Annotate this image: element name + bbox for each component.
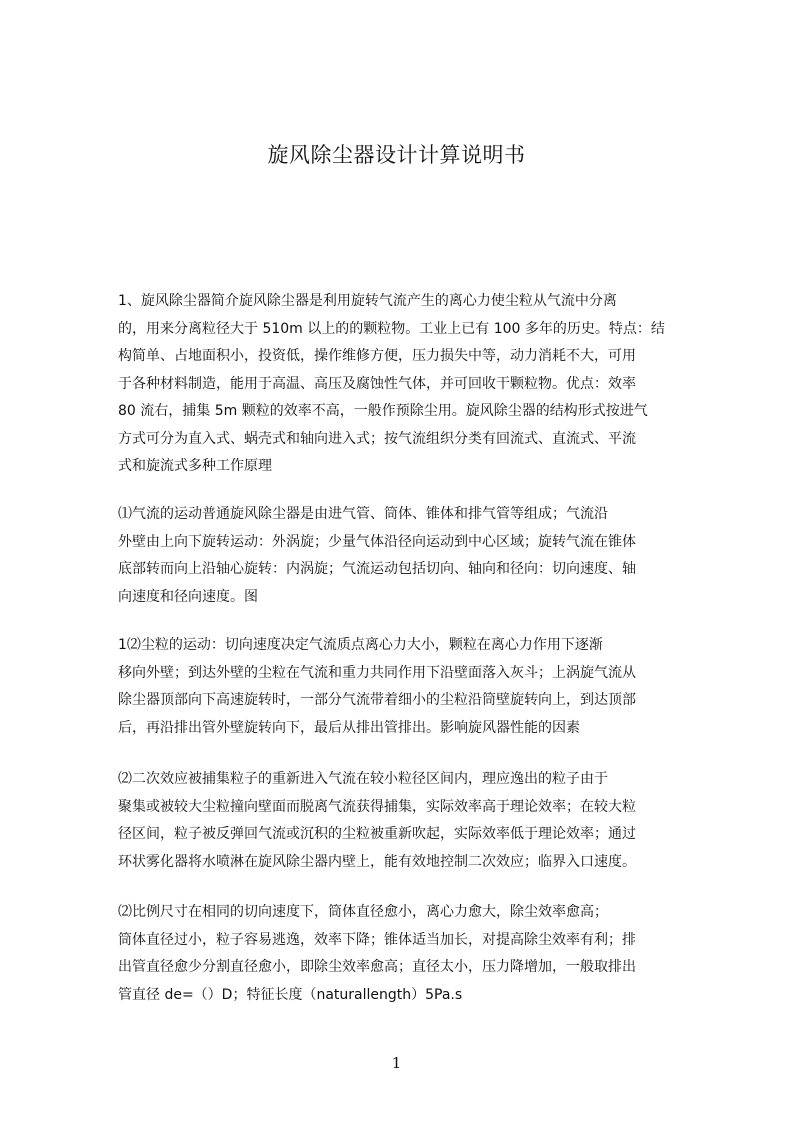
text-line: 外壁由上向下旋转运动：外涡旋；少量气体沿径向运动到中心区域；旋转气流在锥体 <box>118 533 636 550</box>
text-line: 底部转而向上沿轴心旋转：内涡旋；气流运动包括切向、轴向和径向：切向速度、轴 <box>118 561 636 577</box>
text-line: 1、旋风除尘器简介旋风除尘器是利用旋转气流产生的离心力使尘粒从气流中分离 <box>118 293 617 309</box>
text-line: 方式可分为直入式、蜗壳式和轴向进入式；按气流组织分类有回流式、直流式、平流 <box>118 430 636 447</box>
text-line: 1⑵尘粒的运动：切向速度决定气流质点离心力大小，颗粒在离心力作用下逐渐 <box>118 637 603 653</box>
text-line: 于各种材料制造，能用于高温、高压及腐蚀性气体，并可回收干颗粒物。优点：效率 <box>118 375 636 392</box>
text-line: 径区间，粒子被反弹回气流或沉积的尘粒被重新吹起，实际效率低于理论效率；通过 <box>118 826 636 842</box>
text-line: ⑵比例尺寸在相同的切向速度下，筒体直径愈小，离心力愈大，除尘效率愈高； <box>118 904 608 920</box>
text-line: ⑴气流的运动普通旋风除尘器是由进气管、筒体、锥体和排气管等组成；气流沿 <box>118 506 608 522</box>
text-line: 向速度和径向速度。图 <box>118 588 258 605</box>
text-line: 的，用来分离粒径大于 510m 以上的的颗粒物。工业上已有 100 多年的历史。特点：结 <box>118 320 665 337</box>
text-line: 80 流右，捕集 5m 颗粒的效率不高，一般作预除尘用。旋风除尘器的结构形式按进气 <box>118 403 648 419</box>
text-line: 环状雾化器将水喷淋在旋风除尘器内壁上，能有效地控制二次效应；临界入口速度。 <box>118 853 636 870</box>
text-line: 筒体直径过小，粒子容易逃逸，效率下降；锥体适当加长，对提高除尘效率有利；排 <box>118 931 636 948</box>
text-line: 后，再沿排出管外壁旋转向下，最后从排出管排出。影响旋风器性能的因素 <box>118 719 580 736</box>
page-number: 1 <box>391 1054 402 1072</box>
text-line: 构简单、占地面积小，投资低，操作维修方便，压力损失中等，动力消耗不大，可用 <box>118 348 636 364</box>
paragraph-secondary-effect <box>118 766 636 876</box>
text-line: 除尘器顶部向下高速旋转时，一部分气流带着细小的尘粒沿筒壁旋转向上，到达顶部 <box>118 692 636 708</box>
text-line: 管直径 de=（）D；特征长度（naturallength）5Pa.s <box>118 986 463 1003</box>
text-line: ⑵二次效应被捕集粒子的重新进入气流在较小粒径区间内，理应逸出的粒子由于 <box>118 771 608 787</box>
text-line: 出管直径愈少分割直径愈小，即除尘效率愈高；直径太小，压力降增加，一般取排出 <box>118 959 636 975</box>
text-line: 聚集或被较大尘粒撞向壁面而脱离气流获得捕集，实际效率高于理论效率；在较大粒 <box>118 798 636 815</box>
text-line: 式和旋流式多种工作原理 <box>118 458 272 474</box>
text-line: 移向外壁；到达外壁的尘粒在气流和重力共同作用下沿壁面落入灰斗；上涡旋气流从 <box>118 664 636 681</box>
document-title: 旋风除尘器设计计算说明书 <box>267 143 526 167</box>
paragraph-proportional-dimensions <box>118 899 636 1009</box>
paragraph-particle-motion <box>118 632 636 742</box>
paragraph-airflow-motion <box>118 501 636 611</box>
paragraph-cyclone-intro <box>118 288 665 481</box>
